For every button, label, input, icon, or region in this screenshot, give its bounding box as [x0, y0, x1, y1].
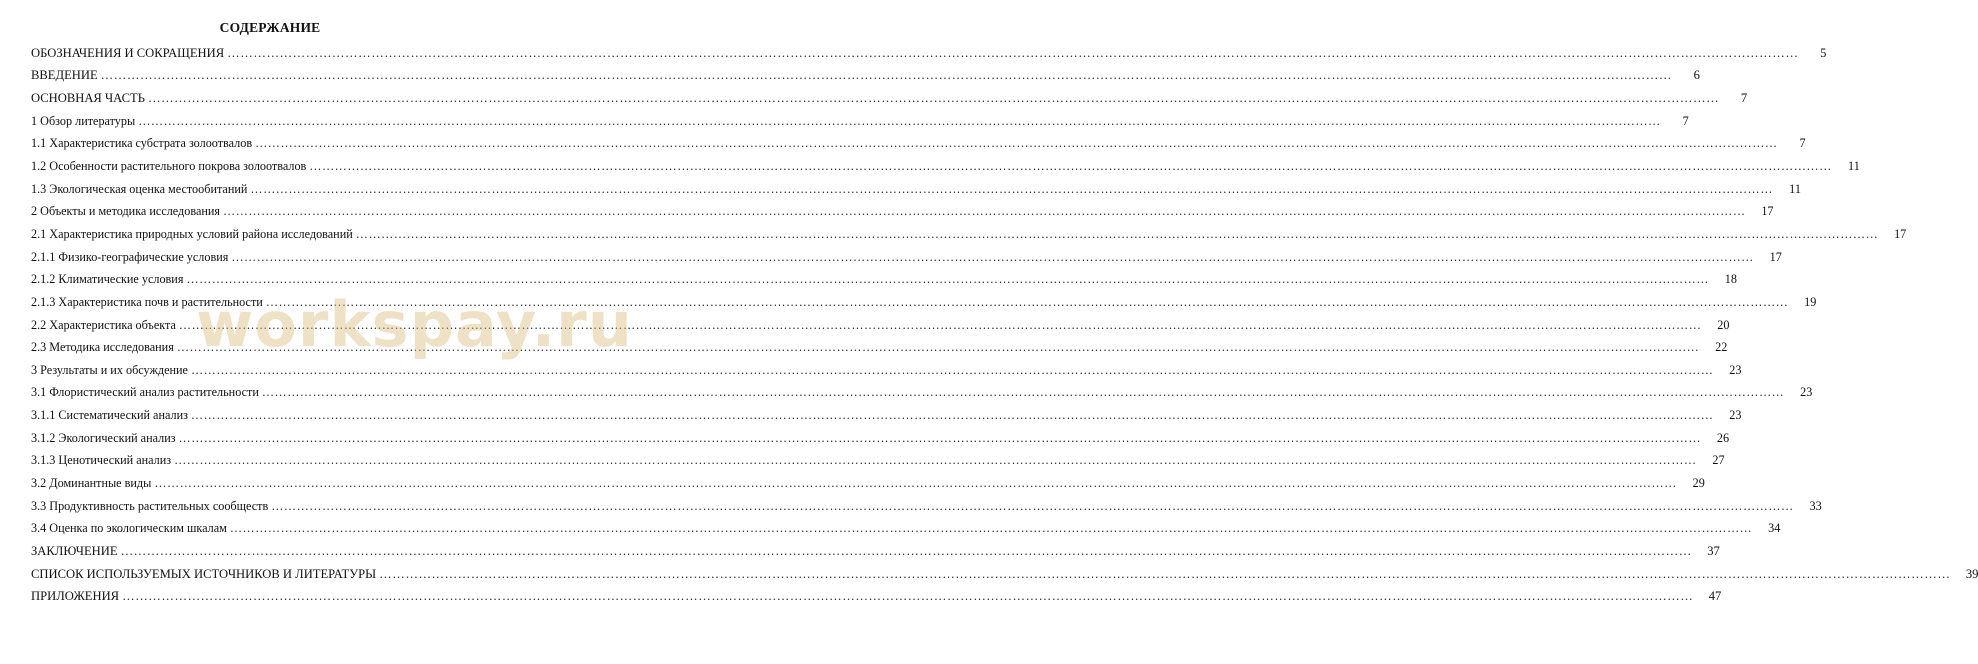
toc-leader-dots: ……………………………………………………………………………………………………………………………………………………………………………………………………………………………………………………………………………………………………………………………… [255, 136, 1778, 151]
toc-leader-dots: ……………………………………………………………………………………………………………………………………………………………………………………………………………………………………………………………………………………………………………………………… [227, 45, 1799, 60]
toc-entry [31, 178, 1801, 201]
toc-entry-label: 3.1.3 Ценотический анализ [31, 453, 172, 468]
toc-entry-page: 19 [1804, 294, 1817, 309]
toc-leader-dots: ……………………………………………………………………………………………………………………………………………………………………………………………………………………………………………………………………………………………………………………………… [265, 294, 1789, 309]
toc-entry-label: 3.1.1 Систематический анализ [31, 408, 188, 423]
toc-entry-page: 6 [1693, 68, 1700, 83]
toc-entry-page: 33 [1809, 498, 1822, 513]
toc-entry-label: 3.1 Флористический анализ растительности [31, 385, 259, 400]
toc-entry-page: 20 [1717, 317, 1730, 332]
toc-entry-page: 17 [1761, 204, 1774, 219]
toc-leader-dots: ……………………………………………………………………………………………………………………………………………………………………………………………………………………………………………………………………………………………………………………………… [223, 204, 1746, 219]
toc-entry-label: 2.1.2 Климатические условия [31, 272, 184, 287]
toc-entry-page: 26 [1716, 430, 1730, 445]
toc-entry [31, 268, 1737, 291]
toc-entry-label: 2.1.3 Характеристика почв и растительности [31, 294, 263, 309]
toc-entry-page: 39 [1965, 566, 1978, 581]
toc-entry-label: 1.2 Особенности растительного покрова золоотвалов [31, 159, 307, 174]
toc-entry [31, 246, 1782, 269]
toc-entry-page: 34 [1768, 521, 1781, 536]
toc-entry [31, 155, 1860, 178]
toc-leader-dots: ……………………………………………………………………………………………………………………………………………………………………………………………………………………………………………………………………………………………………………………………… [138, 113, 1661, 128]
toc-leader-dots: ……………………………………………………………………………………………………………………………………………………………………………………………………………………………………………………………………………………………………………………………… [100, 68, 1672, 83]
toc-entry [31, 404, 1742, 427]
toc-entry [31, 291, 1817, 314]
toc-leader-dots: ……………………………………………………………………………………………………………………………………………………………………………………………………………………………………………………………………………………………………………………………… [154, 475, 1677, 490]
toc-entry [31, 382, 1813, 405]
toc-leader-dots: ……………………………………………………………………………………………………………………………………………………………………………………………………………………………………………………………………………………………………………………………… [176, 340, 1700, 355]
toc-entry-label: 2.1.1 Физико-географические условия [31, 249, 229, 264]
toc-entry-label: 2.1 Характеристика природных условий района исследований [31, 226, 353, 241]
toc-entry [31, 517, 1781, 540]
toc-entry [31, 427, 1730, 450]
toc-entry [31, 314, 1730, 337]
toc-entry [31, 110, 1689, 133]
toc-entry [31, 585, 1722, 608]
toc-leader-dots: ……………………………………………………………………………………………………………………………………………………………………………………………………………………………………………………………………………………………………………………………… [186, 272, 1709, 287]
toc-entry-label: ОБОЗНАЧЕНИЯ И СОКРАЩЕНИЯ [31, 45, 225, 60]
toc-entry-label: 3.3 Продуктивность растительных сообществ [31, 498, 269, 513]
toc-leader-dots: ……………………………………………………………………………………………………………………………………………………………………………………………………………………………………………………………………………………………………………………………… [190, 408, 1714, 423]
toc-entry-label: ЗАКЛЮЧЕНИЕ [31, 543, 118, 558]
toc-entry-label: 3 Результаты и их обсуждение [31, 362, 188, 377]
toc-leader-dots: ……………………………………………………………………………………………………………………………………………………………………………………………………………………………………………………………………………………………………………………………… [379, 566, 1951, 581]
toc-leader-dots: ……………………………………………………………………………………………………………………………………………………………………………………………………………………………………………………………………………………………………………………………… [122, 589, 1694, 604]
toc-entry-page: 23 [1729, 408, 1742, 423]
toc-entry-page: 23 [1800, 385, 1813, 400]
toc-entry-page: 7 [1682, 113, 1689, 128]
toc-entry [31, 200, 1774, 223]
toc-entry-page: 7 [1740, 91, 1748, 106]
toc-entry [31, 495, 1822, 518]
toc-leader-dots: ……………………………………………………………………………………………………………………………………………………………………………………………………………………………………………………………………………………………………………………………… [120, 543, 1692, 558]
toc-leader-dots: ……………………………………………………………………………………………………………………………………………………………………………………………………………………………………………………………………………………………………………………………… [178, 430, 1702, 445]
toc-entry-label: 2.3 Методика исследования [31, 340, 174, 355]
toc-entry-label: СПИСОК ИСПОЛЬЗУЕМЫХ ИСТОЧНИКОВ И ЛИТЕРАТУРЫ [31, 566, 377, 581]
toc-entry-page: 5 [1820, 45, 1827, 60]
toc-leader-dots: ……………………………………………………………………………………………………………………………………………………………………………………………………………………………………………………………………………………………………………………………… [229, 521, 1753, 536]
toc-entry-page: 22 [1715, 340, 1728, 355]
toc-entry [31, 223, 1907, 246]
toc-entry [31, 42, 1827, 65]
toc-title: СОДЕРЖАНИЕ [219, 20, 321, 35]
toc-leader-dots: ……………………………………………………………………………………………………………………………………………………………………………………………………………………………………………………………………………………………………………………………… [271, 498, 1794, 513]
toc-entry [31, 563, 1978, 586]
toc-leader-dots: ……………………………………………………………………………………………………………………………………………………………………………………………………………………………………………………………………………………………………………………………… [147, 91, 1720, 106]
toc-entry-label: 3.2 Доминантные виды [31, 475, 152, 490]
toc-entry-label: ПРИЛОЖЕНИЯ [31, 589, 120, 604]
toc-entry-page: 23 [1729, 362, 1742, 377]
toc-entry [31, 450, 1725, 473]
toc-entry-page: 37 [1707, 543, 1720, 558]
toc-entry [31, 65, 1700, 88]
toc-entry-page: 29 [1692, 475, 1705, 490]
toc-entry-page: 11 [1848, 159, 1860, 174]
toc-leader-dots: ……………………………………………………………………………………………………………………………………………………………………………………………………………………………………………………………………………………………………………………………… [231, 249, 1754, 264]
toc-entry-page: 11 [1789, 181, 1801, 196]
toc-entry-label: ВВЕДЕНИЕ [31, 68, 98, 83]
toc-entry-page: 47 [1708, 589, 1722, 604]
toc-entry-label: ОСНОВНАЯ ЧАСТЬ [31, 91, 145, 106]
toc-entry [31, 133, 1806, 156]
toc-entry-page: 7 [1799, 136, 1806, 151]
toc-entry-page: 17 [1894, 226, 1907, 241]
toc-leader-dots: ……………………………………………………………………………………………………………………………………………………………………………………………………………………………………………………………………………………………………………………………… [261, 385, 1785, 400]
watermark: workspay.ru [196, 288, 633, 361]
toc-entry-label: 2 Объекты и методика исследования [31, 204, 221, 219]
toc-list [31, 42, 1978, 608]
toc-entry-page: 18 [1724, 272, 1737, 287]
toc-entry-label: 1.3 Экологическая оценка местообитаний [31, 181, 248, 196]
toc-entry [31, 359, 1742, 382]
toc-entry-label: 3.4 Оценка по экологическим шкалам [31, 521, 227, 536]
toc-leader-dots: ……………………………………………………………………………………………………………………………………………………………………………………………………………………………………………………………………………………………………………………………… [178, 317, 1702, 332]
toc-leader-dots: ……………………………………………………………………………………………………………………………………………………………………………………………………………………………………………………………………………………………………………………………… [174, 453, 1697, 468]
toc-entry-label: 1 Обзор литературы [31, 113, 136, 128]
toc-entry [31, 472, 1705, 495]
toc-entry [31, 336, 1728, 359]
toc-entry-label: 2.2 Характеристика объекта [31, 317, 176, 332]
toc-entry [31, 540, 1720, 563]
toc-leader-dots: ……………………………………………………………………………………………………………………………………………………………………………………………………………………………………………………………………………………………………………………………… [250, 181, 1773, 196]
toc-entry-page: 17 [1769, 249, 1782, 264]
toc-leader-dots: ……………………………………………………………………………………………………………………………………………………………………………………………………………………………………………………………………………………………………………………………… [190, 362, 1714, 377]
toc-entry-page: 27 [1712, 453, 1725, 468]
toc-leader-dots: ……………………………………………………………………………………………………………………………………………………………………………………………………………………………………………………………………………………………………………………………… [355, 226, 1879, 241]
toc-leader-dots: ……………………………………………………………………………………………………………………………………………………………………………………………………………………………………………………………………………………………………………………………… [309, 159, 1832, 174]
toc-entry-label: 3.1.2 Экологический анализ [31, 430, 176, 445]
toc-entry [31, 87, 1748, 110]
toc-entry-label: 1.1 Характеристика субстрата золоотвалов [31, 136, 253, 151]
